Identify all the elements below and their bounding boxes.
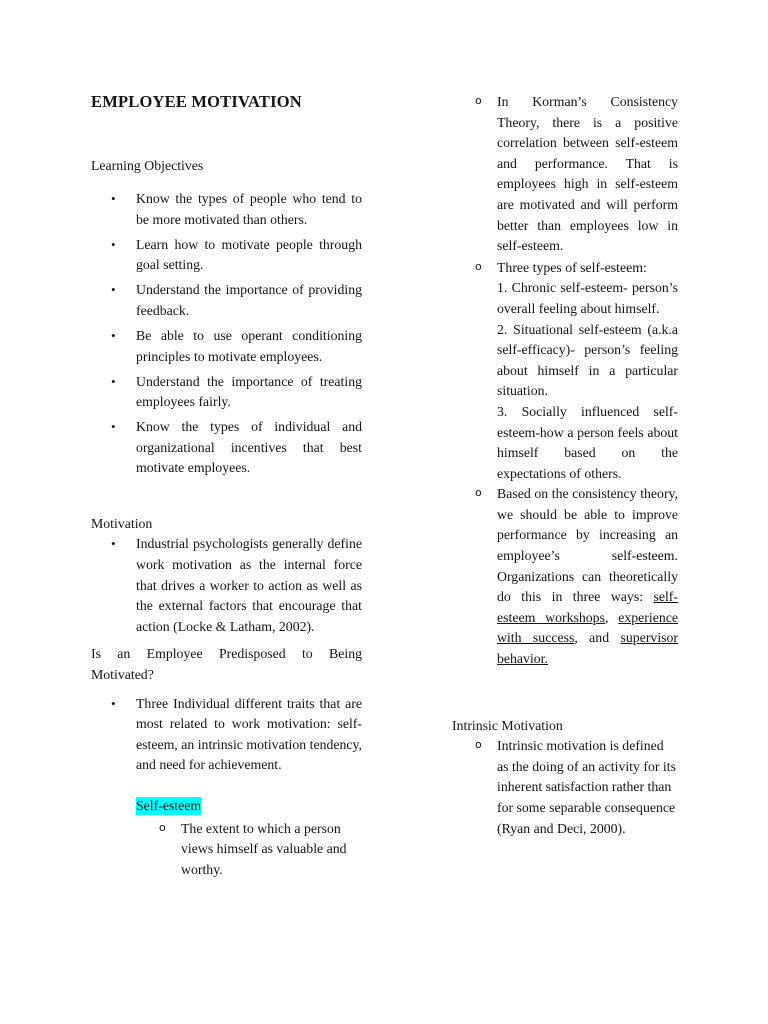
traits-list xyxy=(136,694,362,776)
right-list xyxy=(497,92,678,670)
right-column xyxy=(452,92,678,839)
learning-objectives-heading: Learning Objectives xyxy=(91,157,204,173)
self-esteem-section xyxy=(136,796,362,880)
predisposed-question: Is an Employee Predisposed to Being Motivated? xyxy=(91,646,362,683)
intrinsic-list xyxy=(497,736,678,839)
separator-text: , and xyxy=(574,630,610,646)
document-title: EMPLOYEE MOTIVATION xyxy=(91,92,302,111)
intrinsic-motivation-heading: Intrinsic Motivation xyxy=(452,717,563,733)
consistency-text: Based on the consistency theory, we should be able to improve performance by increasing an employee’s self-esteem. Organizations can theoretically do this in three ways: xyxy=(497,486,678,605)
separator-text: , xyxy=(604,609,609,625)
objective-item: • Learn how to motivate people through goal setting. xyxy=(136,235,362,276)
self-esteem-workshops-text: self-esteem workshops xyxy=(497,589,678,625)
motivation-list xyxy=(136,534,362,637)
objectives-list xyxy=(136,189,362,479)
left-column xyxy=(91,92,362,880)
motivation-definition: • Industrial psychologists generally define work motivation as the internal force that drives a worker to action as well as the external factors that encourage that action (Locke & Latham, 2002). xyxy=(136,534,362,637)
self-esteem-definition: o The extent to which a person views himself as valuable and worthy. xyxy=(181,819,362,881)
objective-item: • Be able to use operant conditioning principles to motivate employees. xyxy=(136,326,362,367)
self-esteem-type-social: 3. Socially influenced self-esteem-how a person feels about himself based on the expectations of others. xyxy=(497,403,678,481)
objective-item: • Know the types of individual and organizational incentives that best motivate employees. xyxy=(136,417,362,479)
motivation-heading: Motivation xyxy=(91,515,153,531)
self-esteem-type-chronic: 1. Chronic self-esteem- person’s overall feeling about himself. xyxy=(497,280,678,316)
self-esteem-heading: Self-esteem xyxy=(136,797,202,813)
consistency-theory-item xyxy=(497,484,678,669)
self-esteem-types-item xyxy=(497,258,678,485)
intrinsic-motivation-definition: o Intrinsic motivation is defined as the doing of an activity for its inherent satisfaction rather than for some separable consequence (Ryan and Deci, 2000). xyxy=(497,736,678,839)
traits-item: • Three Individual different traits that are most related to work motivation: self-esteem, an intrinsic motivation tendency, and need for achievement. xyxy=(136,694,362,776)
experience-with-success-text: experience with success xyxy=(497,609,679,646)
objective-item: • Understand the importance of treating employees fairly. xyxy=(136,372,362,413)
self-esteem-type-situational: 2. Situational self-esteem (a.k.a self-efficacy)- person’s feeling about himself in a particular situation. xyxy=(497,321,678,399)
self-esteem-list xyxy=(181,819,362,881)
objective-item: • Know the types of people who tend to be more motivated than others. xyxy=(136,189,362,230)
objective-item: • Understand the importance of providing feedback. xyxy=(136,280,362,321)
supervisor-behavior-text: supervisor behavior. xyxy=(497,630,679,667)
self-esteem-types-heading: Three types of self-esteem: xyxy=(497,259,647,275)
korman-theory-item: o In Korman’s Consistency Theory, there is a positive correlation between self-esteem and performance. That is employees high in self-esteem are motivated and will perform better than employees low in self-esteem. xyxy=(497,92,678,257)
